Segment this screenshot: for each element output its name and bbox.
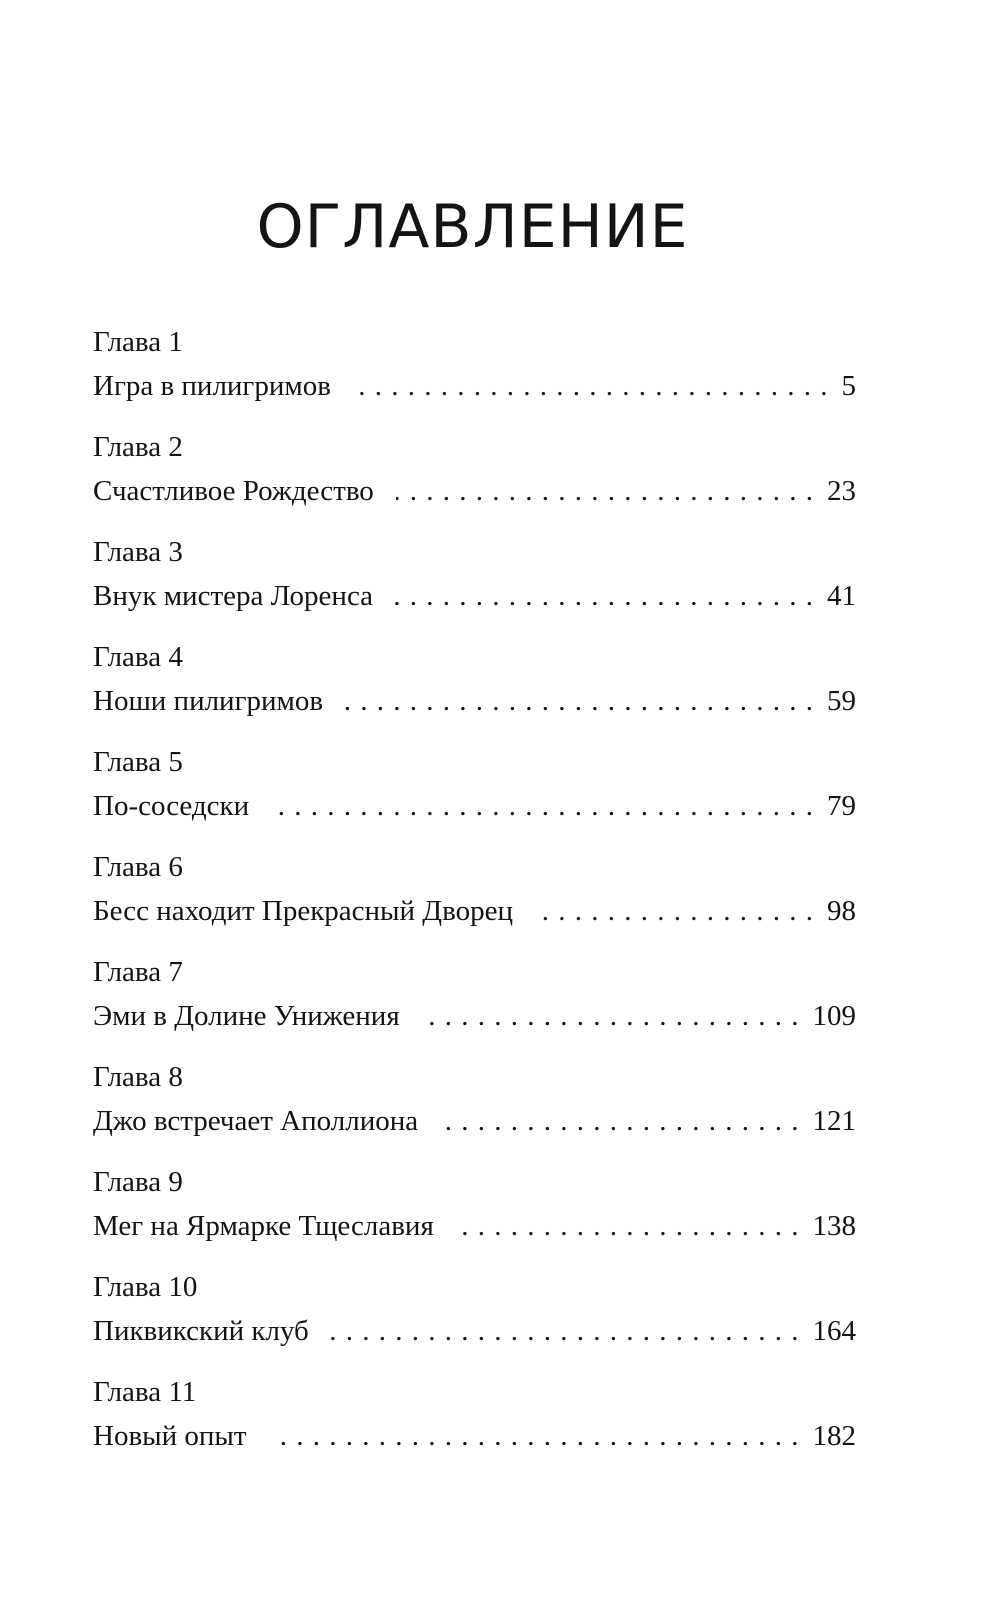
chapter-title: Внук мистера Лоренса [93,580,374,612]
dot-leader [331,1309,799,1353]
chapter-title: Мег на Ярмарке Тщеславия [93,1210,434,1242]
toc-entry[interactable] [93,425,856,530]
page-number: 41 [827,580,856,612]
chapter-number: Глава 8 [93,1061,183,1093]
toc-entry[interactable] [93,1370,856,1475]
dot-leader [440,1099,798,1143]
chapter-title: Эми в Долине Унижения [93,1000,400,1032]
chapter-line [93,679,856,723]
page-number: 138 [812,1210,856,1242]
page-number: 98 [827,895,856,927]
toc-entry[interactable] [93,740,856,845]
chapter-number: Глава 2 [93,431,183,463]
page-number: 59 [827,685,856,717]
dot-leader [353,364,828,408]
chapter-title: Новый опыт [93,1420,247,1452]
page-number: 5 [841,370,856,402]
chapter-number: Глава 10 [93,1271,198,1303]
page-number: 79 [827,790,856,822]
page-number: 121 [812,1105,856,1137]
dot-leader [422,994,799,1038]
chapter-number: Глава 1 [93,326,183,358]
chapter-title: Бесс находит Прекрасный Дворец [93,895,513,927]
toc-entry[interactable] [93,1055,856,1160]
chapter-number: Глава 4 [93,641,183,673]
chapter-number: Глава 5 [93,746,183,778]
toc-entry[interactable] [93,530,856,635]
chapter-title: Джо встречает Аполлиона [93,1105,419,1137]
toc-entry[interactable] [93,1265,856,1370]
page-title: ОГЛАВЛЕНИЕ [256,192,689,262]
table-of-contents [93,320,856,1475]
dot-leader [345,679,813,723]
chapter-line [93,1414,856,1458]
chapter-line [93,994,856,1038]
chapter-title: Игра в пилигримов [93,370,331,402]
chapter-line [93,1309,856,1353]
toc-entry[interactable] [93,950,856,1055]
toc-entry[interactable] [93,845,856,950]
chapter-line [93,469,856,513]
toc-entry[interactable] [93,320,856,425]
dot-leader [535,889,813,933]
chapter-number: Глава 6 [93,851,183,883]
chapter-line [93,574,856,618]
chapter-line [93,364,856,408]
dot-leader [456,1204,799,1248]
chapter-number: Глава 9 [93,1166,183,1198]
chapter-number: Глава 11 [93,1376,197,1408]
chapter-line [93,1204,856,1248]
chapter-line [93,889,856,933]
chapter-title: Счастливое Рождество [93,475,374,507]
dot-leader [396,469,813,513]
chapter-line [93,784,856,828]
chapter-number: Глава 7 [93,956,183,988]
toc-entry[interactable] [93,635,856,740]
dot-leader [271,784,813,828]
chapter-line [93,1099,856,1143]
page-number: 182 [812,1420,856,1452]
chapter-title: Пиквикский клуб [93,1315,309,1347]
page-number: 109 [812,1000,856,1032]
page-number: 23 [827,475,856,507]
toc-entry[interactable] [93,1160,856,1265]
chapter-title: По-соседски [93,790,250,822]
chapter-title: Ноши пилигримов [93,685,324,717]
page-number: 164 [812,1315,856,1347]
chapter-number: Глава 3 [93,536,183,568]
dot-leader [395,574,813,618]
dot-leader [269,1414,799,1458]
